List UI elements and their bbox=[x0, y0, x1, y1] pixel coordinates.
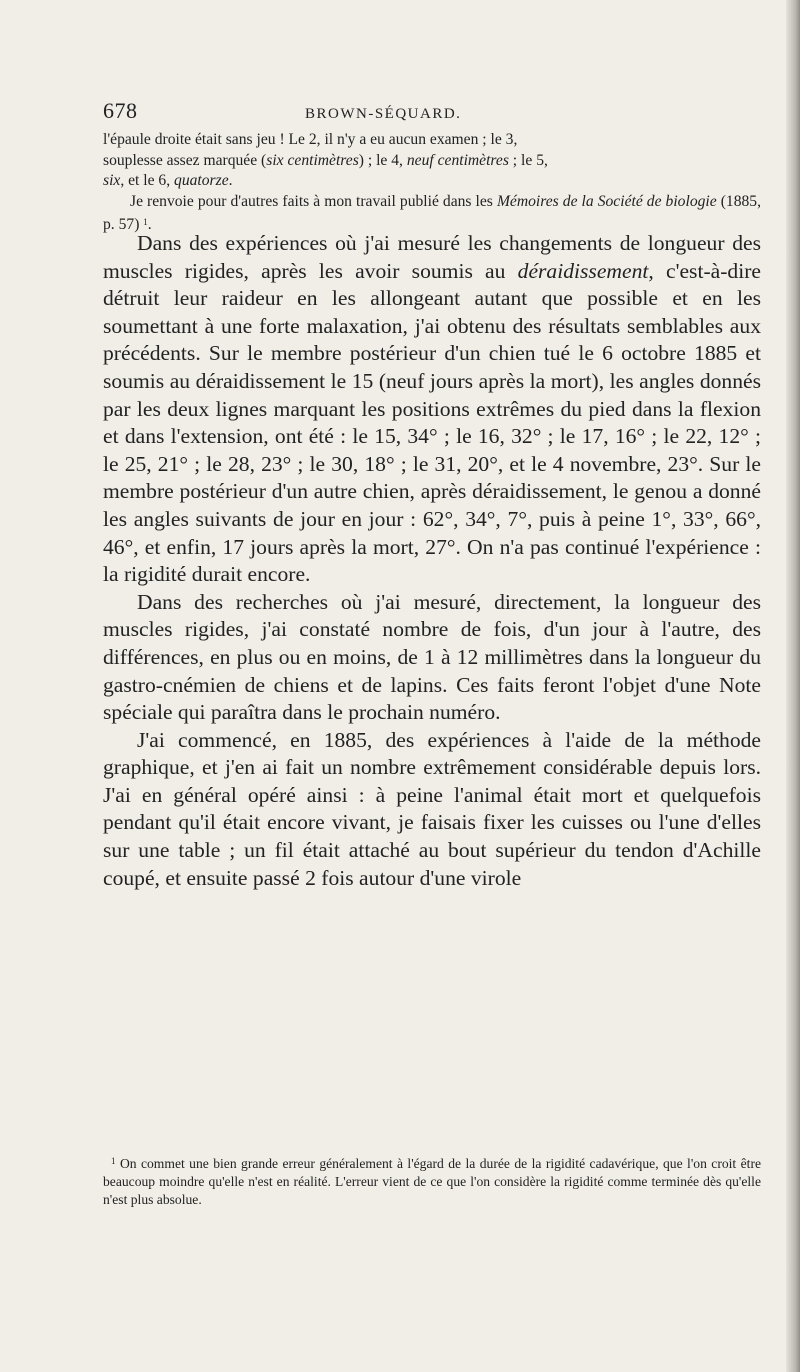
footnote-marker: 1 bbox=[111, 1156, 116, 1166]
paragraph-3: J'ai commencé, en 1885, des expériences à l'aide de la méthode graphique, et j'en ai fait un nombre extrêmement considérable depuis lors. J'ai en général opéré ainsi : à peine l'animal était mort et quelquefois pendant qu'il était encore vivant, je faisais fixer les cuisses ou l'une d'elles sur une table ; un fil était attaché au bout supérieur du tendon d'Achille coupé, et ensuite passé 2 fois autour d'une virole bbox=[103, 727, 761, 890]
page-number: 678 bbox=[103, 98, 138, 123]
footnote-reference: 1 bbox=[143, 217, 148, 228]
footnote-text: $^1$ On commet une bien grande erreur généralement à l'égard de la durée de la rigidité cadavérique, que l'on croit être beaucoup moindre qu'elle n'est en réalité. L'erreur vient de ce que l'on considère la rigidité comme terminée dès qu'elle n'est plus absolue. bbox=[103, 1156, 762, 1208]
intro-block bbox=[103, 130, 761, 236]
footnote bbox=[103, 1152, 761, 1210]
paragraph-2: Dans des recherches où j'ai mesuré, directement, la longueur des muscles rigides, j'ai constaté nombre de fois, d'un jour à l'autre, des différences, en plus ou en moins, de 1 à 12 millimètres dans la longueur du gastro-cnémien de chiens et de lapins. Ces faits feront l'objet d'une Note spéciale qui paraîtra dans le prochain numéro. bbox=[103, 589, 761, 725]
intro-line-2: souplesse assez marquée (six centimètres) ; le 4, neuf centimètres ; le 5, bbox=[103, 151, 548, 169]
intro-line-3: six, et le 6, quatorze. bbox=[103, 172, 233, 190]
page-header bbox=[103, 98, 740, 128]
main-text bbox=[103, 230, 761, 892]
running-head: BROWN-SÉQUARD. bbox=[305, 106, 462, 122]
intro-reference: Je renvoie pour d'autres faits à mon travail publié dans les Mémoires de la Société de biologie (1885, p. 57) $^1$. bbox=[103, 192, 762, 234]
paragraph-1: Dans des expériences où j'ai mesuré les changements de longueur des muscles rigides, après les avoir soumis au déraidissement, c'est-à-dire détruit leur raideur en les allongeant autant que possible et en les soumettant à une forte malaxation, j'ai obtenu des résultats semblables aux précédents. Sur le membre postérieur d'un chien tué le 6 octobre 1885 et soumis au déraidissement le 15 (neuf jours après la mort), les angles donnés par les deux lignes marquant les positions extrêmes du pied dans la flexion et dans l'extension, ont été : le 15, 34° ; le 16, 32° ; le 17, 16° ; le 22, 12° ; le 25, 21° ; le 28, 23° ; le 30, 18° ; le 31, 20°, et le 4 novembre, 23°. Sur le membre postérieur d'un autre chien, après déraidissement, le genou a donné les angles suivants de jour en jour : 62°, 34°, 7°, puis à peine 1°, 33°, 66°, 46°, et enfin, 17 jours après la mort, 27°. On n'a pas continué l'expérience : la rigidité durait encore. bbox=[103, 231, 761, 587]
intro-line-1: l'épaule droite était sans jeu ! Le 2, il n'y a eu aucun examen ; le 3, bbox=[103, 131, 518, 148]
page-edge-shadow bbox=[786, 0, 800, 1372]
